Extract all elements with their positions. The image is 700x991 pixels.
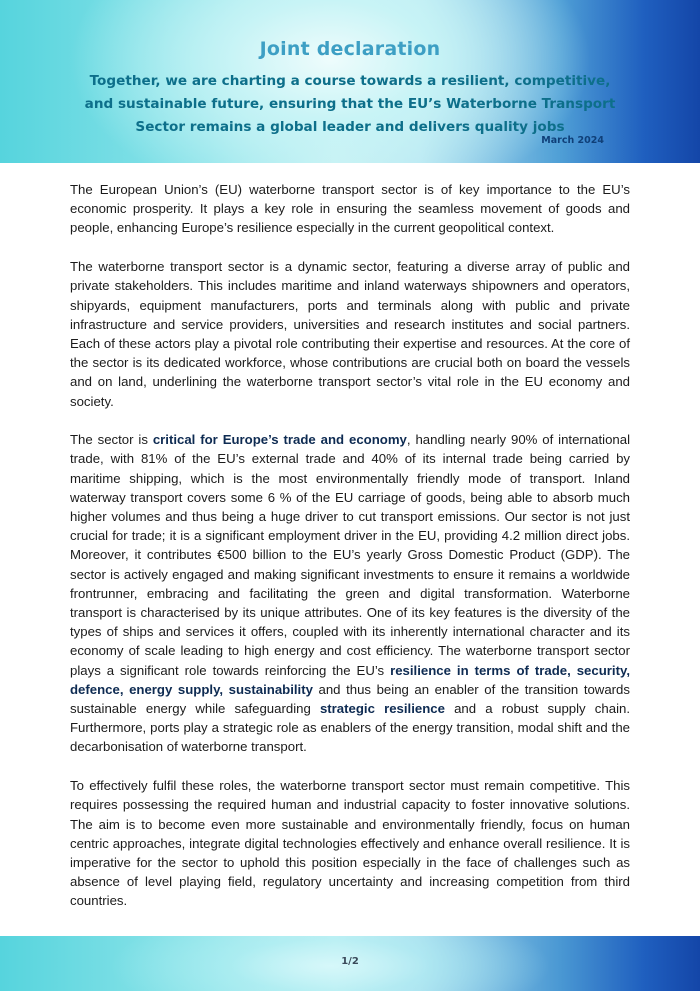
- paragraph-4: To effectively fulfil these roles, the waterborne transport sector must remain competitive. This requires possessing the required human and industrial capacity to foster innovative solutions. The aim is to become even more sustainable and environmentally friendly, focus on human centric approaches, integrate digital technologies effectively and enhance overall resilience. It is imperative for the sector to uphold this position especially in the face of challenges such as absence of level playing field, regulatory uncertainty and increasing competition from third countries.: [70, 778, 630, 909]
- paragraph-1: The European Union’s (EU) waterborne transport sector is of key importance to the EU’s economic prosperity. It plays a key role in ensuring the seamless movement of goods and people, enhancing Europe’s resilience especially in the current geopolitical context.: [70, 182, 630, 236]
- paragraph-3-text-d: and thus being an enabler of the transition towards sustainable energy while safeguarding: [70, 681, 630, 717]
- paragraph-3: [70, 430, 630, 756]
- footer-banner: [0, 936, 700, 991]
- document-date: March 2024: [541, 135, 604, 146]
- paragraph-2: The waterborne transport sector is a dynamic sector, featuring a diverse array of public and private stakeholders. This includes maritime and inland waterways shipowners and operators, shipyards, equipment manufacturers, ports and terminals along with public and private infrastructure and service providers, universities and research institutes and social partners. Each of these actors play a pivotal role contributing their expertise and resources. At the core of the sector is its dedicated workforce, whose contributions are crucial both on board the vessels and on land, underlining the waterborne transport sector’s vital role in the EU economy and society.: [70, 259, 630, 409]
- header-banner: [0, 0, 700, 163]
- page-number: 1/2: [341, 956, 359, 967]
- paragraph-3-text-a: The sector is: [70, 432, 153, 448]
- paragraph-3-text-c: , handling nearly 90% of international trade, with 81% of the EU’s external trade and 40% of its internal trade being carried by maritime shipping, which is the most environmentally friendly mode of transport. Inland waterway transport covers some 6 % of the EU carriage of goods, being able to absorb much higher volumes and thus being a huge driver to cut transport emissions. Our sector is not just crucial for trade; it is a significant employment driver in the EU, providing 4.2 million direct jobs. Moreover, it contributes €500 billion to the EU’s yearly Gross Domestic Product (GDP). The sector is actively engaged and making significant investments to ensure it remains a worldwide frontrunner, embracing and facilitating the green and digital transformation. Waterborne transport is characterised by its unique attributes. One of its key features is the diversity of the types of ships and services it offers, coupled with its inherently international character and its economy of scale leading to high energy and cost efficiency. The waterborne transport sector plays a significant role towards reinforcing the EU’s: [70, 432, 631, 678]
- page-subtitle: Together, we are charting a course towards a resilient, competitive, and sustainable future, ensuring that the EU’s Waterborne Transport Sector remains a global leader and delivers quality jobs: [84, 73, 616, 135]
- paragraph-3-bold-strategic: strategic resilience: [319, 701, 445, 717]
- page-title: Joint declaration: [259, 38, 441, 60]
- paragraph-3-bold-resilience: resilience in terms of trade, security, defence, energy supply, sustainability: [70, 662, 630, 697]
- paragraph-3-bold-trade: critical for Europe’s trade and economy: [152, 432, 407, 448]
- document-body: [70, 180, 630, 930]
- paragraph-3-text-e: and a robust supply chain. Furthermore, ports play a strategic role as enablers of the energy transition, modal shift and the decarbonisation of waterborne transport.: [70, 701, 630, 755]
